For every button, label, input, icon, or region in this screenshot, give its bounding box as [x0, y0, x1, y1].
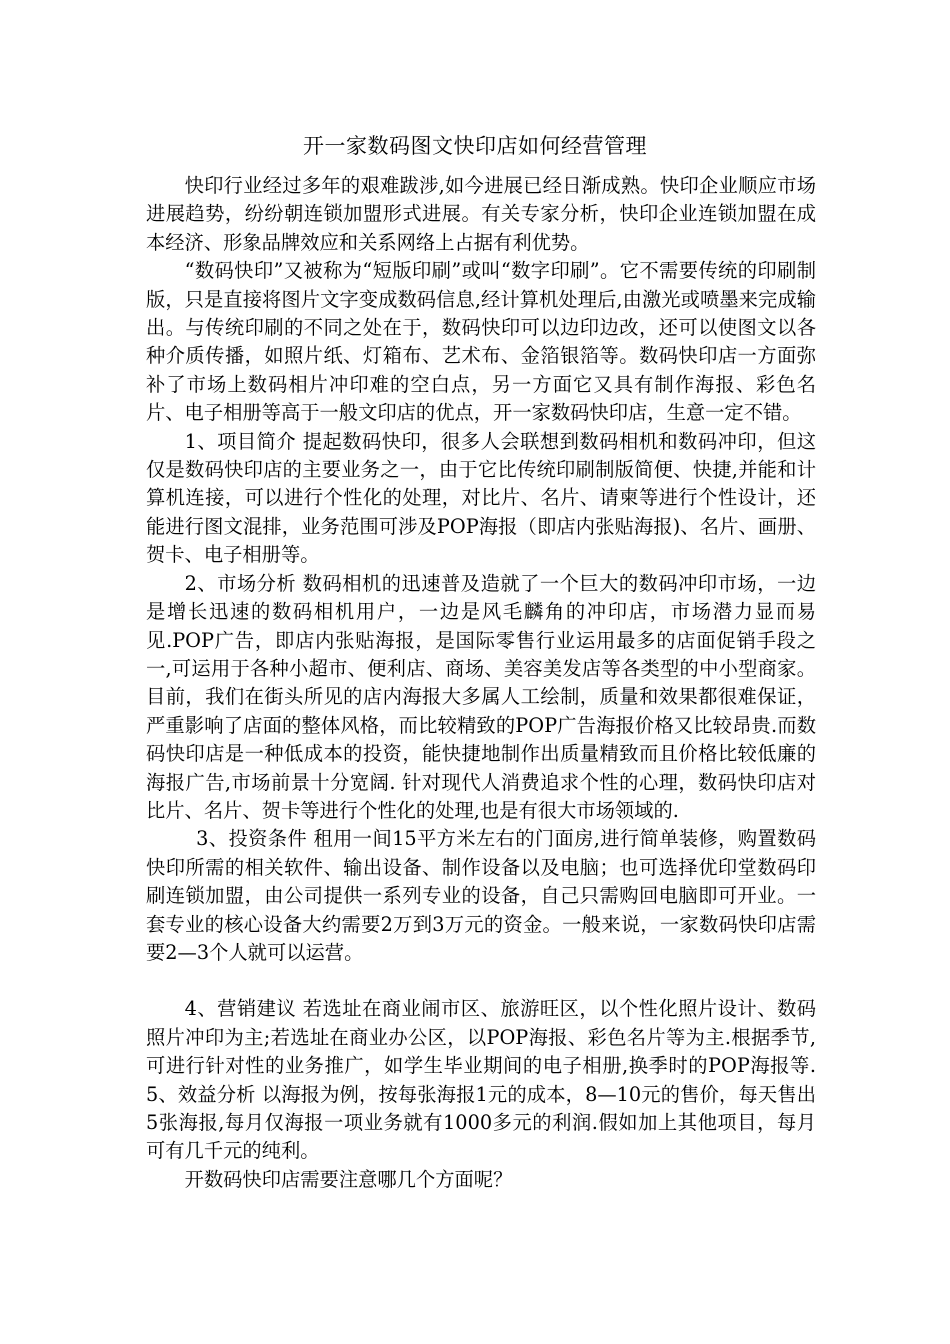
paragraph-closing-question: 开数码快印店需要注意哪几个方面呢？: [184, 1167, 513, 1191]
paragraph-market-analysis: 2、市场分析 数码相机的迅速普及造就了一个巨大的数码冲印市场，一边是增长迅速的数码相机用户，一边是风毛麟角的冲印店，市场潜力显而易见.POP广告，即店内张贴海报，是国际零售行业运用最多的店面促销手段之一,可运用于各种小超市、便利店、商场、美容美发店等各类型的中小型商家。目前，我们在街头所见的店内海报大多属人工绘制，质量和效果都很难保证，严重影响了店面的整体风格，而比较精致的POP广告海报价格又比较昂贵.而数码快印店是一种低成本的投资，能快捷地制作出质量精致而且价格比较低廉的海报广告,市场前景十分宽阔. 针对现代人消费追求个性的心理，数码快印店对比片、名片、贺卡等进行个性化的处理,也是有很大市场领域的.: [146, 571, 816, 822]
paragraph-marketing-suggestion: 4、营销建议 若选址在商业闹市区、旅游旺区，以个性化照片设计、数码照片冲印为主;若选址在商业办公区，以POP海报、彩色名片等为主.根据季节,可进行针对性的业务推广，如学生毕业期间的电子相册,换季时的POP海报等. 5、效益分析 以海报为例，按每张海报1元的成本，8—10元的售价，每天售出5张海报,每月仅海报一项业务就有1000多元的利润.假如加上其他项目，每月可有几千元的纯利。: [146, 997, 816, 1163]
paragraph-spacer: [146, 967, 816, 995]
paragraph-investment: 3、投资条件 租用一间15平方米左右的门面房,进行简单装修，购置数码快印所需的相关软件、输出设备、制作设备以及电脑；也可选择优印堂数码印刷连锁加盟，由公司提供一系列专业的设备，自己只需购回电脑即可开业。一套专业的核心设备大约需要2万到3万元的资金。一般来说，一家数码快印店需要2—3个人就可以运营。: [146, 827, 816, 964]
document-body: [146, 172, 816, 1194]
paragraph-project-intro: 1、项目简介 提起数码快印，很多人会联想到数码相机和数码冲印，但这仅是数码快印店的主要业务之一，由于它比传统印刷制版简便、快捷,并能和计算机连接，可以进行个性化的处理，对比片、名片、请柬等进行个性设计，还能进行图文混排，业务范围可涉及POP海报（即店内张贴海报)、名片、画册、贺卡、电子相册等。: [146, 429, 816, 567]
paragraph-digital-printing: “数码快印”又被称为“短版印刷”或叫“数字印刷”。它不需要传统的印刷制版，只是直接将图片文字变成数码信息,经计算机处理后,由激光或喷墨来完成输出。与传统印刷的不同之处在于，数码快印可以边印边改，还可以使图文以各种介质传播，如照片纸、灯箱布、艺术布、金箔银箔等。数码快印店一方面弥补了市场上数码相片冲印难的空白点，另一方面它又具有制作海报、彩色名片、电子相册等高于一般文印店的优点，开一家数码快印店，生意一定不错。: [146, 259, 816, 425]
document-title: 开一家数码图文快印店如何经营管理: [303, 134, 647, 158]
paragraph-intro: 快印行业经过多年的艰难跋涉,如今进展已经日渐成熟。快印企业顺应市场进展趋势，纷纷朝连锁加盟形式进展。有关专家分析，快印企业连锁加盟在成本经济、形象品牌效应和关系网络上占据有利优势。: [146, 174, 816, 254]
